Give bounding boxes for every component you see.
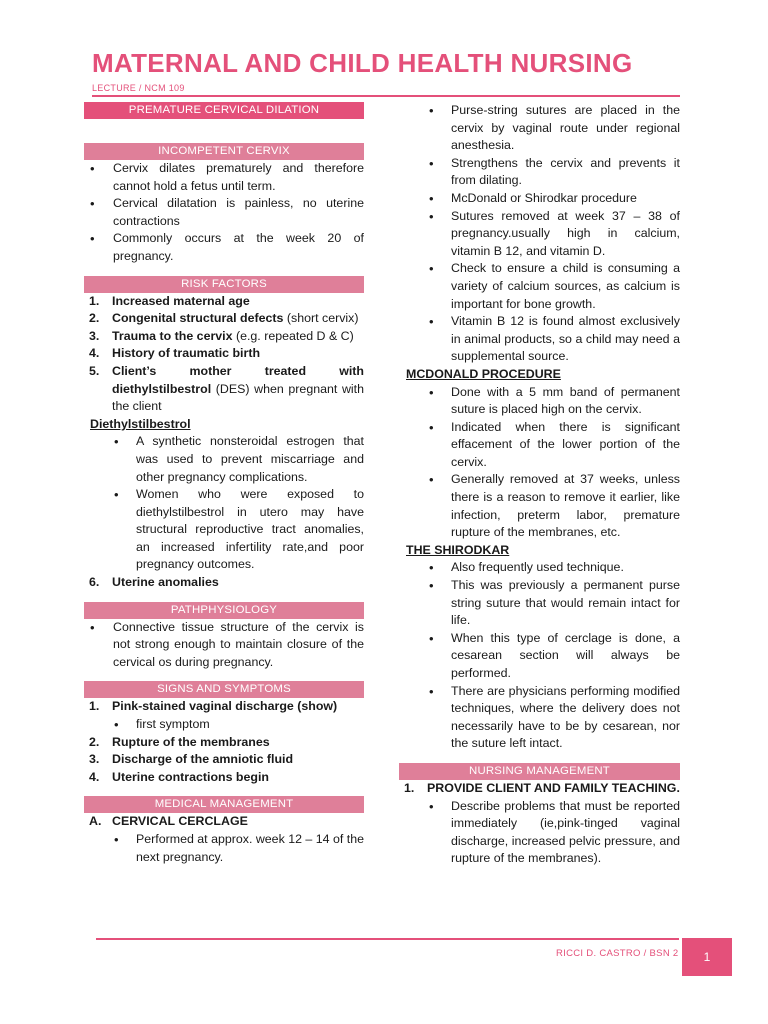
footer-author: RICCI D. CASTRO / BSN 2: [556, 948, 679, 959]
list-item: • Cervix dilates prematurely and therefore cannot hold a fetus until term.: [84, 160, 364, 195]
list-item: 3. Trauma to the cervix (e.g. repeated D & C): [89, 328, 354, 343]
list-item: 4. Uterine contractions begin: [89, 769, 269, 784]
list-item: • Describe problems that must be reported immediately (ie,pink-tinged vaginal discharge, increased pelvic pressure, and rupture of the membranes).: [399, 798, 680, 868]
title-divider: [92, 95, 680, 97]
signs-sub-list: [84, 716, 364, 734]
medical-management-list: [84, 813, 364, 831]
list-item: A. CERVICAL CERCLAGE: [89, 814, 248, 829]
signs-list-continued: [84, 734, 364, 787]
list-item: 4. History of traumatic birth: [89, 346, 261, 361]
risk-factors-list: [84, 293, 364, 416]
document-subtitle: LECTURE / NCM 109: [92, 83, 185, 93]
pathophysiology-list: [84, 619, 364, 672]
document-title: MATERNAL AND CHILD HEALTH NURSING: [92, 48, 633, 78]
list-item: 1. Pink-stained vaginal discharge (show): [89, 699, 338, 714]
list-item: • When this type of cerclage is done, a cesarean section will always be performed.: [399, 630, 680, 683]
cervical-cerclage-list-continued: [399, 102, 680, 366]
signs-list: [84, 698, 364, 716]
section-bar-medical-management: MEDICAL MANAGEMENT: [84, 796, 364, 813]
section-bar-incompetent-cervix: INCOMPETENT CERVIX: [84, 143, 364, 160]
nursing-teaching-list: [399, 798, 680, 868]
list-item: • McDonald or Shirodkar procedure: [399, 190, 680, 208]
list-item: 2. Congenital structural defects (short cervix): [89, 311, 359, 326]
list-item: • This was previously a permanent purse string suture that would remain intact for life.: [399, 577, 680, 630]
list-item: • Done with a 5 mm band of permanent suture is placed high on the cervix.: [399, 384, 680, 419]
section-bar-nursing-management: NURSING MANAGEMENT: [399, 763, 680, 780]
list-item: • Cervical dilatation is painless, no uterine contractions: [84, 195, 364, 230]
shirodkar-heading: THE SHIRODKAR: [406, 542, 510, 557]
list-item: • There are physicians performing modified techniques, where the delivery does not necessarily have to be by cesarean, nor the suture left intact.: [399, 683, 680, 753]
list-item: • Strengthens the cervix and prevents it from dilating.: [399, 155, 680, 190]
right-column: [399, 102, 680, 868]
list-item: 1. Increased maternal age: [89, 293, 250, 308]
section-bar-signs-and-symptoms: SIGNS AND SYMPTOMS: [84, 681, 364, 698]
list-item: • A synthetic nonsteroidal estrogen that was used to prevent miscarriage and other pregnancy complications.: [84, 433, 364, 486]
list-item: 2. Rupture of the membranes: [89, 734, 270, 749]
incompetent-cervix-list: [84, 160, 364, 266]
footer-divider: [96, 938, 679, 940]
list-item: • Check to ensure a child is consuming a variety of calcium sources, as calcium is important for bone growth.: [399, 260, 680, 313]
list-item: • first symptom: [84, 716, 364, 734]
list-item: • Also frequently used technique.: [399, 559, 680, 577]
mcdonald-procedure-list: [399, 384, 680, 542]
left-column: [84, 102, 364, 866]
list-item: 6. Uterine anomalies: [89, 575, 219, 590]
list-item: • Women who were exposed to diethylstilbestrol in utero may have structural reproductive tract anomalies, an increased infertility rate,and poor pregnancy outcomes.: [84, 486, 364, 574]
list-item: • Generally removed at 37 weeks, unless there is a reason to remove it earlier, like infection, preterm labor, premature rupture of the membranes, etc.: [399, 471, 680, 541]
list-item: • Sutures removed at week 37 – 38 of pregnancy.usually high in calcium, vitamin B 12, and vitamin D.: [399, 208, 680, 261]
mcdonald-procedure-heading: MCDONALD PROCEDURE: [406, 366, 561, 381]
diethylstilbestrol-heading: Diethylstilbestrol: [90, 416, 191, 431]
section-bar-risk-factors: RISK FACTORS: [84, 276, 364, 293]
list-item: • Commonly occurs at the week 20 of pregnancy.: [84, 230, 364, 265]
list-item: • Indicated when there is significant effacement of the lower portion of the cervix.: [399, 419, 680, 472]
list-item: • Purse-string sutures are placed in the cervix by vaginal route under regional anesthesia.: [399, 102, 680, 155]
list-item: 5. Client’s mother treated with diethylstilbestrol (DES) when pregnant with the client: [89, 363, 364, 414]
nursing-management-list: [399, 780, 680, 798]
list-item: • Vitamin B 12 is found almost exclusively in animal products, so a child may need a supplemental source.: [399, 313, 680, 366]
shirodkar-list: [399, 559, 680, 753]
list-item: • Performed at approx. week 12 – 14 of the next pregnancy.: [84, 831, 364, 866]
section-bar-premature-cervical-dilation: PREMATURE CERVICAL DILATION: [84, 102, 364, 119]
list-item: 3. Discharge of the amniotic fluid: [89, 752, 294, 767]
risk-factors-list-continued: [84, 574, 364, 592]
diethylstilbestrol-list: [84, 433, 364, 574]
cervical-cerclage-list: [84, 831, 364, 866]
page-number: 1: [682, 938, 732, 976]
list-item: • Connective tissue structure of the cervix is not strong enough to maintain closure of the cervical os during pregnancy.: [84, 619, 364, 672]
section-bar-pathophysiology: PATHPHYSIOLOGY: [84, 602, 364, 619]
list-item: 1. PROVIDE CLIENT AND FAMILY TEACHING.: [404, 780, 680, 795]
